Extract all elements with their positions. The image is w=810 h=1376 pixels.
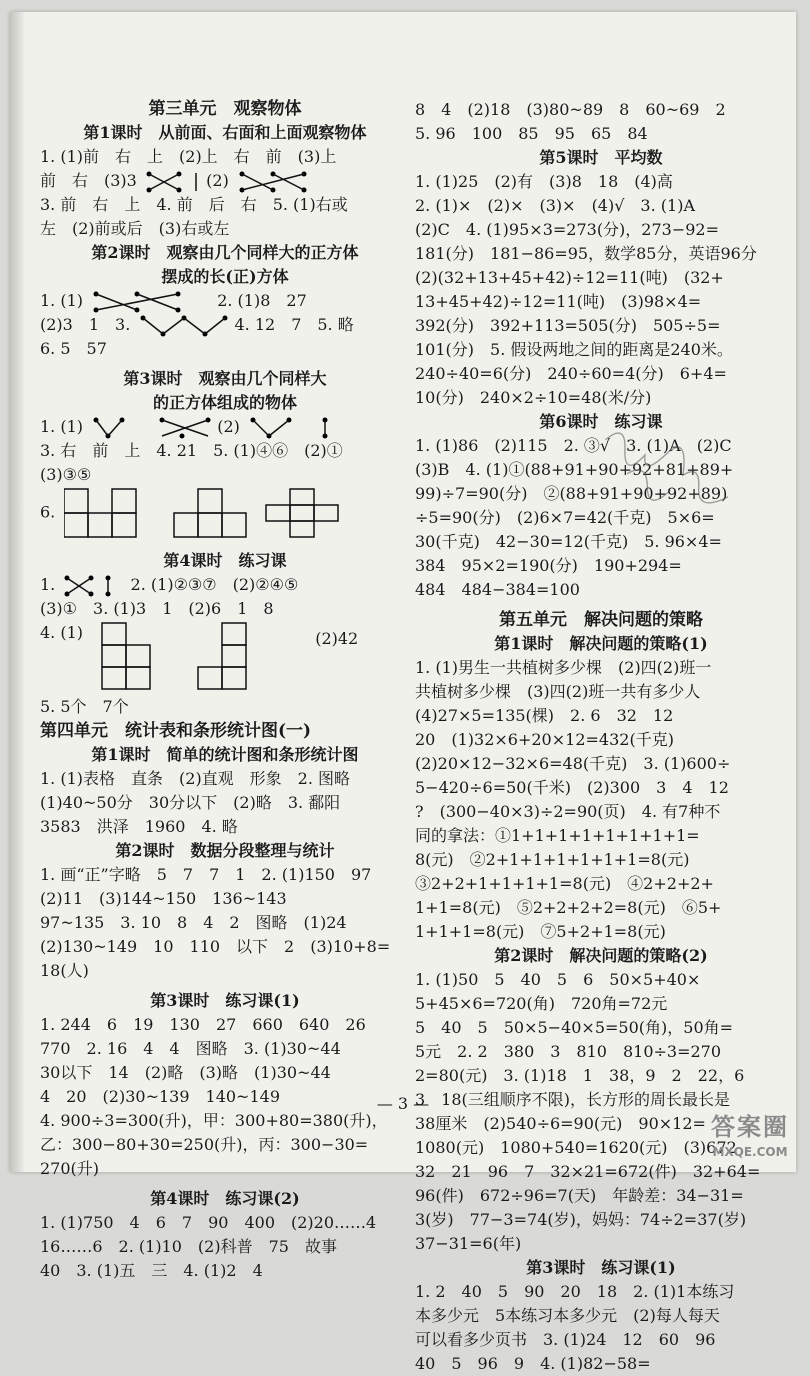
answer-line: 30(千克) 42−30=12(千克) 5. 96×4= [415, 532, 722, 551]
answer-line: 4 20 (2)30~139 140~149 [40, 1087, 280, 1106]
answer-line: 10(分) 240×2÷10=48(米/分) [415, 388, 652, 407]
answer-line [40, 313, 410, 337]
lesson-title: 第1课时 解决问题的策略(1) [494, 634, 708, 653]
answer-line: 99)÷7=90(分) ②(88+91+90+92+89) [415, 484, 728, 503]
lesson-title: 第2课时 解决问题的策略(2) [494, 946, 708, 965]
watermark-url: MXQE.COM [712, 1145, 788, 1159]
answer-line: 可以看多少页书 3. (1)24 12 60 96 [415, 1330, 716, 1349]
answer-line: (4)27×5=135(棵) 2. 6 32 12 [415, 706, 674, 725]
answer-line: (3)③⑤ [40, 465, 92, 484]
answer-line: 20 (1)32×6+20×12=432(千克) [415, 730, 674, 749]
answer-line: 1. (1)男生一共植树多少棵 (2)四(2)班一 [415, 658, 712, 677]
answer-line: 5元 2. 2 380 3 810 810÷3=270 [415, 1042, 738, 1061]
answer-line: 共植树多少棵 (3)四(2)班一共有多少人 [415, 682, 701, 701]
answer-line: 13+45+42)÷12=11(吨) (3)98×4= [415, 292, 702, 311]
answer-line: 8 4 (2)18 (3)80~89 8 60~69 2 [415, 100, 726, 119]
answer-line: ? (300−40×3)÷2=90(页) 4. 有7种不 [415, 802, 721, 821]
lesson-title: 第6课时 练习课 [539, 412, 663, 431]
answer-text: 2. (1)②③⑦ (2)②④⑤ [130, 575, 299, 594]
lesson-title: 第2课时 数据分段整理与统计 [115, 841, 335, 860]
answer-text: 1. [40, 575, 56, 594]
answer-text: (2)3 1 3. [40, 315, 131, 334]
answer-text: (2)42 [315, 629, 359, 648]
cube-view-figure [64, 487, 364, 539]
matching-lines-figure [92, 291, 182, 313]
unit4-title: 第四单元 统计表和条形统计图(一) [40, 721, 312, 741]
answer-line: 同的拿法：①1+1+1+1+1+1+1+1= [415, 826, 700, 845]
answer-line [40, 573, 410, 597]
answer-line: 2. (1)× (2)× (3)× (4)√ 3. (1)A [415, 196, 695, 215]
lesson-title: 第3课时 观察由几个同样大 [123, 369, 327, 388]
lesson-title: 的正方体组成的物体 [152, 393, 297, 412]
matching-lines-figure [238, 171, 308, 193]
answer-line: 1. (1)25 (2)有 (3)8 18 (4)高 [415, 172, 673, 191]
lesson-title: 第1课时 简单的统计图和条形统计图 [91, 745, 359, 764]
answer-line: 5−420÷6=50(千米) (2)300 3 4 12 [415, 778, 729, 797]
answer-line: 5. 5个 7个 [40, 697, 129, 716]
answer-line: 2=80(元) 3. (1)18 1 38，9 2 22，6 [415, 1066, 745, 1085]
answer-text: 4. 12 7 5. 略 [234, 315, 354, 334]
answer-line: 37−31=6(年) [415, 1234, 522, 1253]
matching-lines-figure [92, 417, 212, 439]
answer-line: 40 3. (1)五 三 4. (1)2 4 [40, 1261, 263, 1280]
answer-line: 3583 洪泽 1960 4. 略 [40, 817, 238, 836]
answer-text: 2. (1)8 27 [217, 291, 307, 310]
answer-line: 240÷40=6(分) 240÷60=4(分) 6+4= [415, 364, 727, 383]
answer-text: (2) [217, 417, 240, 436]
answer-line: (3)① 3. (1)3 1 (2)6 1 8 [40, 599, 274, 618]
answer-line: 96(件) 672÷96=7(天) 年龄差：34−31= [415, 1186, 744, 1205]
answer-line: 1. (1)750 4 6 7 90 400 (2)20……4 [40, 1213, 377, 1232]
answer-line: 30以下 14 (2)略 (3)略 (1)30~44 [40, 1063, 331, 1082]
answer-line: 1. (1)前 右 上 (2)上 右 前 (3)上 [40, 147, 337, 166]
answer-line: 484 484−384=100 [415, 580, 580, 599]
answer-line: (1)40~50分 30分以下 (2)略 3. 鄱阳 [40, 793, 341, 812]
answer-line [40, 487, 410, 543]
page-number: — 3 — [376, 1094, 430, 1113]
answer-line: 4. 900÷3=300(升)，甲：300+80=380(升)， [40, 1111, 388, 1130]
answer-line: (3)B 4. (1)①(88+91+90+92+81+89+ [415, 460, 734, 479]
answer-line: 16……6 2. (1)10 (2)科普 75 故事 [40, 1237, 337, 1256]
matching-lines-figure [249, 417, 329, 439]
unit5-title: 第五单元 解决问题的策略 [499, 610, 703, 630]
lesson-title: 第1课时 从前面、右面和上面观察物体 [83, 123, 367, 142]
book-page [10, 12, 796, 1373]
answer-line: (2)(32+13+45+42)÷12=11(吨) (32+ [415, 268, 724, 287]
lesson-title: 第4课时 练习课(2) [150, 1189, 300, 1208]
answer-line: ③2+2+1+1+1+1=8(元) ④2+2+2+ [415, 874, 714, 893]
book-spine [10, 12, 24, 1172]
answer-line [40, 621, 410, 695]
answer-line: 1. (1)86 (2)115 2. ③√ 3. (1)A (2)C [415, 436, 732, 455]
answer-text: 1. (1) [40, 417, 84, 436]
answer-line: 101(分) 5. 假设两地之间的距离是240米。 [415, 340, 733, 359]
answer-text: 1. (1) [40, 291, 84, 310]
answer-line: 40 5 96 9 4. (1)82−58= [415, 1354, 651, 1373]
cross-lines-figure [146, 171, 182, 193]
lesson-title: 第5课时 平均数 [539, 148, 663, 167]
answer-line: 3 18(三组顺序不限)，长方形的周长最长是 [415, 1090, 731, 1109]
answer-line: 384 95×2=190(分) 190+294= [415, 556, 682, 575]
answer-line: 8(元) ②2+1+1+1+1+1+1=8(元) [415, 850, 690, 869]
watermark-logo: 答案圈 [711, 1113, 789, 1141]
vertical-line-figure [191, 171, 201, 193]
answer-line: 5 40 5 50×5−40×5=50(角)，50角= [415, 1018, 734, 1037]
answer-line [40, 289, 410, 313]
answer-line: 左 (2)前或后 (3)右或左 [40, 219, 230, 238]
answer-text: 4. (1) [40, 623, 84, 642]
cross-lines-figure [64, 575, 94, 597]
answer-line: 38厘米 (2)540÷6=90(元) 90×12= [415, 1114, 706, 1133]
answer-line: 270(升) [40, 1159, 100, 1178]
lesson-title: 第4课时 练习课 [163, 551, 287, 570]
unit3-title: 第三单元 观察物体 [148, 99, 302, 119]
answer-line: 5+45×6=720(角) 720角=72元 [415, 994, 668, 1013]
answer-line [40, 415, 410, 439]
answer-line: 32 21 96 7 32×21=672(件) 32+64= [415, 1162, 761, 1181]
answer-line: ÷5=90(分) (2)6×7=42(千克) 5×6= [415, 508, 715, 527]
answer-line: 1. 画“正”字略 5 7 7 1 2. (1)150 97 [40, 865, 372, 884]
answer-line: 5. 96 100 85 95 65 84 [415, 124, 648, 143]
answer-text: 6. [40, 502, 56, 522]
lesson-title: 第3课时 练习课(1) [150, 991, 300, 1010]
answer-line: 1. 244 6 19 130 27 660 640 26 [40, 1015, 366, 1034]
answer-line: (2)C 4. (1)95×3=273(分)，273−92= [415, 220, 720, 239]
answer-line: 1. 2 40 5 90 20 18 2. (1)1本练习 [415, 1282, 735, 1301]
lesson-title: 摆成的长(正)方体 [161, 267, 289, 286]
answer-line [40, 169, 410, 193]
answer-line: 1. (1)50 5 40 5 6 50×5+40× [415, 970, 701, 989]
answer-line: (2)20×12−32×6=48(千克) 3. (1)600÷ [415, 754, 731, 773]
answer-line: 181(分) 181−86=95，数学85分，英语96分 [415, 244, 757, 263]
answer-text: 前 右 (3)3 [40, 171, 137, 190]
lesson-title: 第3课时 练习课(1) [526, 1258, 676, 1277]
answer-line: 770 2. 16 4 4 图略 3. (1)30~44 [40, 1039, 341, 1058]
answer-line: 1080(元) 1080+540=1620(元) (3)672 [415, 1138, 737, 1157]
answer-line: 18(人) [40, 961, 89, 980]
right-column [415, 98, 787, 1376]
answer-line: 3. 前 右 上 4. 前 后 右 5. (1)右或 [40, 195, 348, 214]
answer-line: 1. (1)表格 直条 (2)直观 形象 2. 图略 [40, 769, 351, 788]
answer-line: 3(岁) 77−3=74(岁)，妈妈：74÷2=37(岁) [415, 1210, 747, 1229]
answer-line: (2)11 (3)144~150 136~143 [40, 889, 287, 908]
answer-line: (2)130~149 10 110 以下 2 (3)10+8= [40, 937, 391, 956]
answer-line: 97~135 3. 10 8 4 2 图略 (1)24 [40, 913, 347, 932]
answer-line: 乙：300−80+30=250(升)，丙：300−30= [40, 1135, 369, 1154]
vertical-line-figure [103, 575, 113, 597]
answer-line: 392(分) 392+113=505(分) 505÷5= [415, 316, 721, 335]
answer-line: 3. 右 前 上 4. 21 5. (1)④⑥ (2)① [40, 441, 343, 460]
site-watermark [700, 1110, 800, 1182]
grid-view-figure [92, 621, 302, 693]
answer-line: 1+1+1=8(元) ⑦5+2+1=8(元) [415, 922, 666, 941]
answer-line: 6. 5 57 [40, 339, 107, 358]
lesson-title: 第2课时 观察由几个同样大的正方体 [91, 243, 359, 262]
answer-text: (2) [206, 171, 229, 190]
answer-line: 1+1=8(元) ⑤2+2+2+2=8(元) ⑥5+ [415, 898, 722, 917]
answer-line: 本多少元 5本练习本多少元 (2)每人每天 [415, 1306, 720, 1325]
zigzag-lines-figure [139, 315, 229, 337]
